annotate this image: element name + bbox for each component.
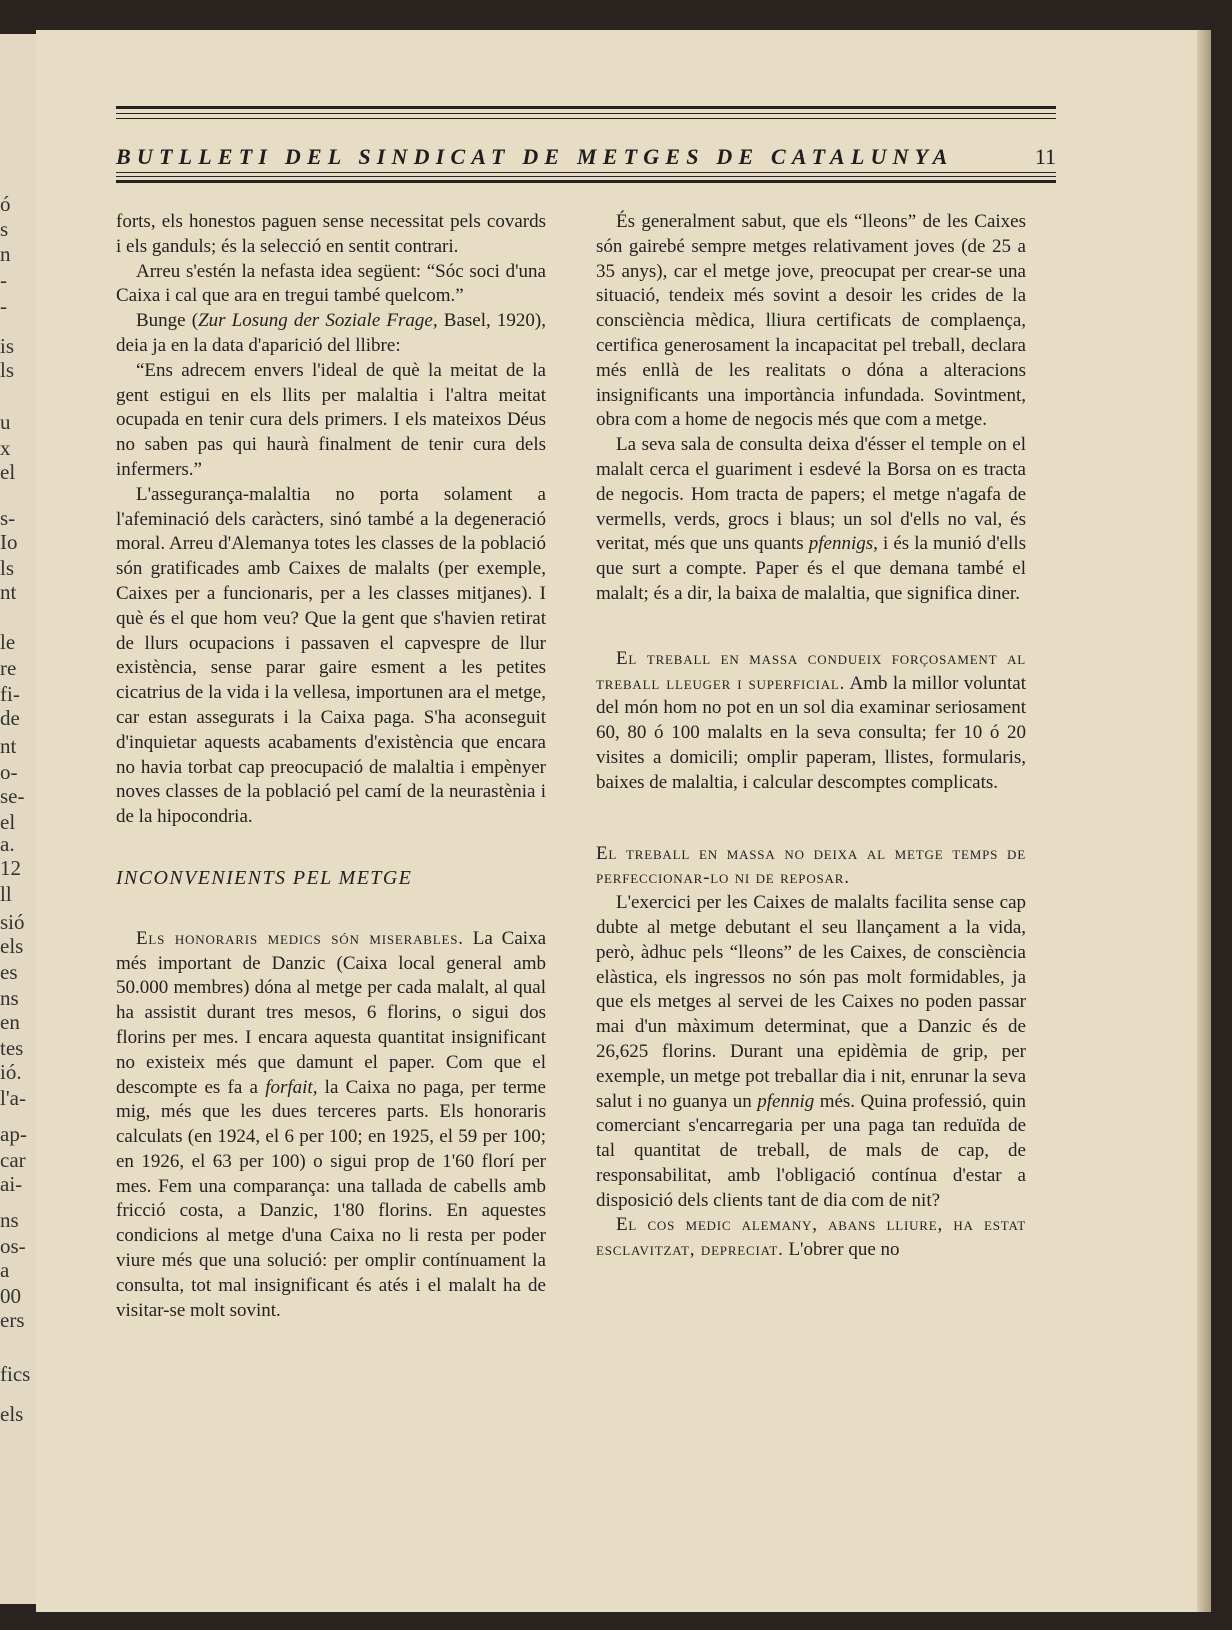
facing-page-fragment: ls [0, 556, 15, 580]
facing-page-fragment: fi- [0, 682, 20, 706]
section-heading: INCONVENIENTS PEL METGE [116, 866, 413, 889]
facing-page-fragment: ll [0, 882, 12, 906]
facing-page-fragment: es [0, 960, 18, 984]
facing-page-fragment: el [0, 810, 16, 834]
facing-page-fragment: de [0, 706, 20, 730]
run-in-heading: El treball en massa condueix forçosament al treball lleuger i superficial. [596, 647, 1026, 694]
facing-page-fragment: x [0, 436, 11, 460]
paragraph: Els honoraris medics són miserables. La Caixa més important de Danzic (Caixa local general amb 50.000 membres) dóna al metge per cada malalt, al qual ha assistit durant tres mesos, 6 florins, o sigui dos florins per mes. I encara aquesta quantitat insignificant no existeix més que damunt el paper. Com que el descompte es fa a forfait, la Caixa no paga, per terme mig, més que les dues terceres parts. Els honoraris calculats (en 1924, el 6 per 100; en 1925, el 59 per 100; en 1926, el 63 per 100) o sigui prop de 1'60 florí per mes. Fem una comparança: una tallada de cabells amb fricció costa, a Danzic, 1'80 florins. En aquestes condicions al metge d'una Caixa no li resta per poder viure més que una solució: per omplir contínuament la consulta, tot mal insignificant és atés i el malalt ha de visitar-se molt sovint. [116, 927, 546, 1321]
paragraph: El cos medic alemany, abans lliure, ha estat esclavitzat, depreciat. L'obrer que no [596, 1214, 1026, 1261]
facing-page-fragment: nt [0, 734, 17, 758]
facing-page-fragment: u [0, 410, 11, 434]
page-number: 11 [1034, 144, 1056, 169]
facing-page-fragment: le [0, 630, 16, 654]
facing-page-fragment: en [0, 1010, 20, 1034]
header-rule-top-thin [116, 113, 1056, 114]
header-rule-bottom-thin [116, 172, 1056, 173]
header-rule-top-thin-2 [116, 118, 1056, 119]
facing-page-fragment: - [0, 268, 7, 292]
facing-page-fragment: - [0, 294, 7, 318]
header-rule-top [116, 106, 1056, 109]
facing-page-fragment: el [0, 460, 16, 484]
facing-page-fragment: ns [0, 986, 19, 1010]
facing-page-fragment: a. [0, 832, 15, 856]
paragraph: És generalment sabut, que els “lleons” de les Caixes són gairebé sempre metges relativament joves (de 25 a 35 anys), car el metge jove, preocupat per crear-se una situació, tendeix més sovint a desoir les crides de la consciència mèdica, lliura certificats de complaença, certifica generosament la incapacitat pel treball, declara més enllà de les realitats o dóna a alteracions insignificants una importància infundada. Sovintment, obra com a home de negocis més que com a metge. [596, 211, 1026, 431]
facing-page-fragment: 00 [0, 1284, 21, 1308]
journal-title: BUTLLETI DEL SINDICAT DE METGES DE CATALUNYA [116, 144, 954, 169]
book-title: Zur Losung der Soziale Frage, [198, 310, 438, 332]
facing-page-fragment: re [0, 656, 17, 680]
facing-page-fragment: els [0, 934, 24, 958]
paragraph: Bunge (Zur Losung der Soziale Frage, Basel, 1920), deia ja en la data d'aparició del llibre: [116, 310, 546, 356]
paragraph: L'assegurança-malaltia no porta solament a l'afeminació dels caràcters, sinó també a la degeneració moral. Arreu d'Alemanya totes les classes de la població són gratificades amb Caixes de malalts (per exemple, Caixes per a funcionaris, per a les classes mitjanes). I què és el que hom veu? Que la gent que s'havien retirat de llurs ocupacions i passaven el capvespre de llur existència, sense parar gaire esment a les petites cicatrius de la vida i la vellesa, importunen ara el metge, car estan assegurats i la Caixa paga. S'ha aconseguit d'inquietar aquests acabaments d'existència que encara no havia torbat cap preocupació de malaltia i empènyer noves classes de la població pel camí de la neurastènia i de la hipocondria. [116, 483, 546, 828]
header-rule-bottom-thin-2 [116, 176, 1056, 177]
right-column [596, 210, 1026, 1263]
facing-page-fragment: 12 [0, 856, 21, 880]
facing-page-fragment: a [0, 1258, 10, 1282]
facing-page-fragment: l'a- [0, 1086, 26, 1110]
facing-page-fragment: n [0, 242, 11, 266]
quotation: “Ens adrecem envers l'ideal de què la meitat de la gent estigui en els llits per malaltia i l'altra meitat ocupada en tenir cura dels primers. I els mateixos Déus no saben pas qui haurà finalment de tenir cura dels infermers.” [116, 359, 546, 480]
left-column [116, 210, 546, 1323]
left-page-edge [0, 34, 36, 1604]
facing-page-fragment: se- [0, 784, 25, 808]
facing-page-fragment: Io [0, 530, 18, 554]
run-in-heading: Els honoraris medics són miserables. [136, 927, 464, 949]
facing-page-fragment: els [0, 1402, 24, 1426]
facing-page-fragment: ap- [0, 1122, 27, 1146]
facing-page-fragment: fics [0, 1362, 31, 1386]
paragraph: El treball en massa condueix forçosament al treball lleuger i superficial. Amb la millor voluntat del món hom no pot en un sol dia examinar seriosament 60, 80 ó 100 malalts en la seva consulta; fer 10 ó 20 visites a domicili; omplir paperam, llistes, formularis, baixes de malaltia, i calcular descomptes complicats. [596, 647, 1026, 793]
facing-page-fragment: ai- [0, 1172, 23, 1196]
page-edge-shadow [1197, 30, 1211, 1612]
paragraph: L'exercici per les Caixes de malalts facilita sense cap dubte al metge debutant el seu llançament a la vida, però, àdhuc pels “lleons” de les Caixes, de consciència elàstica, els ingressos no són pas molt formidables, ja que els metges al servei de les Caixes no poden passar mai d'un màximum determinat, que a Danzic és de 26,625 florins. Durant una epidèmia de grip, per exemple, un metge pot treballar dia i nit, enrunar la seva salut i no guanya un pfennig més. Quina professió, quin comerciant s'encarregaria per una paga tan reduïda de tal quantitat de treball, de mals de cap, de responsabilitat, amb l'obligació contínua d'estar a disposició dels clients tant de dia com de nit? [596, 892, 1026, 1211]
paragraph: La seva sala de consulta deixa d'ésser el temple on el malalt cerca el guariment i esdevé la Borsa on es tracta de negocis. Hom tracta de papers; el metge n'agafa de vermells, verds, grocs i blaus; un sol d'ells no val, és veritat, més que uns quants pfennigs, i és la munió d'ells que surt a compte. Paper és el que demana també el malalt; és a dir, la baixa de malaltia, que significa diner. [596, 434, 1026, 604]
facing-page-fragment: s [0, 217, 9, 241]
facing-page-fragment: nt [0, 580, 17, 604]
facing-page-fragment: s- [0, 506, 16, 530]
run-in-heading: El cos medic alemany, abans lliure, ha estat esclavitzat, depreciat. [596, 1214, 1026, 1261]
run-in-heading: El treball en massa no deixa al metge temps de perfeccionar-lo ni de reposar. [596, 842, 1026, 889]
facing-page-fragment: ns [0, 1208, 19, 1232]
facing-page-fragment: os- [0, 1234, 26, 1258]
facing-page-fragment: tes [0, 1036, 24, 1060]
paragraph: forts, els honestos paguen sense necessitat pels covards i els ganduls; és la selecció en sentit contrari. [116, 211, 546, 257]
header-rule-bottom [116, 180, 1056, 183]
facing-page-fragment: ls [0, 358, 15, 382]
facing-page-fragment: ió. [0, 1060, 22, 1084]
facing-page-fragment: ó [0, 192, 11, 216]
facing-page-fragment: sió [0, 910, 25, 934]
facing-page-fragment: car [0, 1148, 26, 1172]
facing-page-fragment: is [0, 334, 15, 358]
page [36, 30, 1211, 1612]
facing-page-fragment: ers [0, 1308, 25, 1332]
running-header [116, 106, 1056, 184]
paragraph: Arreu s'estén la nefasta idea següent: “Sóc soci d'una Caixa i cal que ara en tregui també quelcom.” [116, 260, 546, 307]
facing-page-fragment: o- [0, 760, 18, 784]
